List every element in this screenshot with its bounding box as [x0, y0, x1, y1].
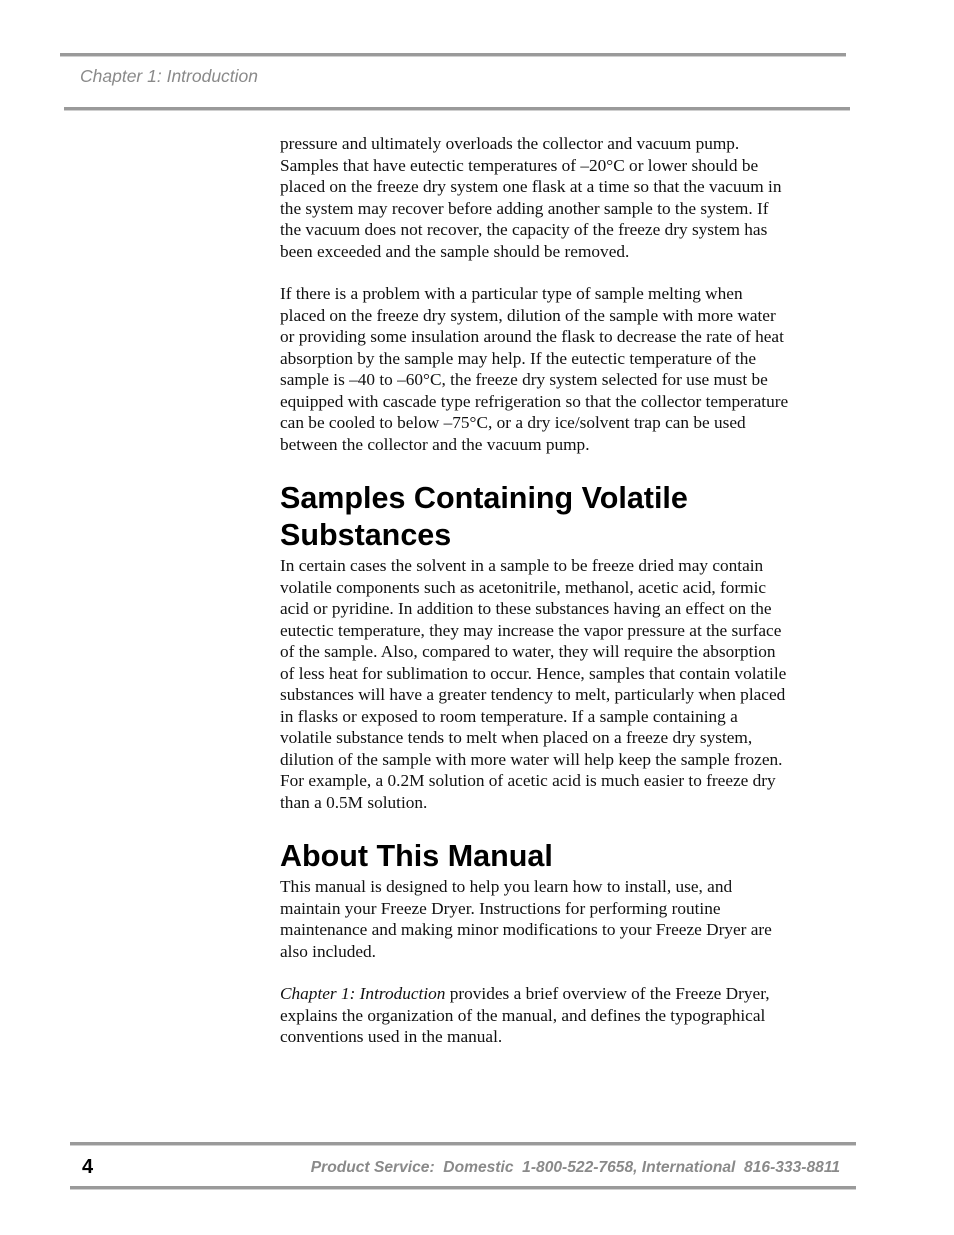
paragraph	[280, 983, 792, 1048]
footer-rule-top	[70, 1142, 856, 1146]
page-number: 4	[82, 1156, 94, 1178]
running-header: Chapter 1: Introduction	[80, 66, 259, 86]
footer-rule-bottom	[70, 1186, 856, 1190]
chapter-reference: Chapter 1: Introduction	[280, 984, 446, 1003]
section-heading: Samples Containing Volatile Substances	[280, 481, 688, 552]
paragraph: If there is a problem with a particular type of sample melting when placed on the freeze dry system, dilution of the sample with more water or providing some insulation around the flask to decrease the rate of heat absorption by the sample may help. If the eutectic temperature of the sample is –40 to –60°C, the freeze dry system selected for use must be equipped with cascade type refrigeration so that the collector temperature can be cooled to below –75°C, or a dry ice/solvent trap can be used between the collector and the vacuum pump.	[280, 284, 789, 454]
header-rule-top	[60, 53, 846, 57]
page-content	[280, 133, 792, 1069]
paragraph: In certain cases the solvent in a sample to be freeze dried may contain volatile components such as acetonitrile, methanol, acetic acid, formic acid or pyridine. In addition to these substances having an effect on the eutectic temperature, they may increase the vapor pressure at the surface of the sample. Also, compared to water, they will require the absorption of less heat for sublimation to occur. Hence, samples that contain volatile substances will have a greater tendency to melt, particularly when placed in flasks or exposed to room temperature. If a sample containing a volatile substance tends to melt when placed on a freeze dry system, dilution of the sample with more water will help keep the sample frozen. For example, a 0.2M solution of acetic acid is much easier to freeze dry than a 0.5M solution.	[280, 556, 787, 812]
header-rule-bottom	[64, 107, 850, 111]
paragraph: pressure and ultimately overloads the collector and vacuum pump. Samples that have eutectic temperatures of –20°C or lower should be placed on the freeze dry system one flask at a time so that the vacuum in the system may recover before adding another sample to the system. If the vacuum does not recover, the capacity of the freeze dry system has been exceeded and the sample should be removed.	[280, 134, 782, 261]
footer-service-info: Product Service: Domestic 1-800-522-7658, International 816-333-8811	[310, 1159, 840, 1176]
paragraph: This manual is designed to help you learn how to install, use, and maintain your Freeze Dryer. Instructions for performing routine maintenance and making minor modifications to your Freeze Dryer are also included.	[280, 877, 772, 961]
section-heading: About This Manual	[280, 839, 553, 873]
paragraph-text: provides a brief overview of the Freeze Dryer, explains the organization of the manual, and defines the typographical conventions used in the manual.	[280, 984, 770, 1046]
